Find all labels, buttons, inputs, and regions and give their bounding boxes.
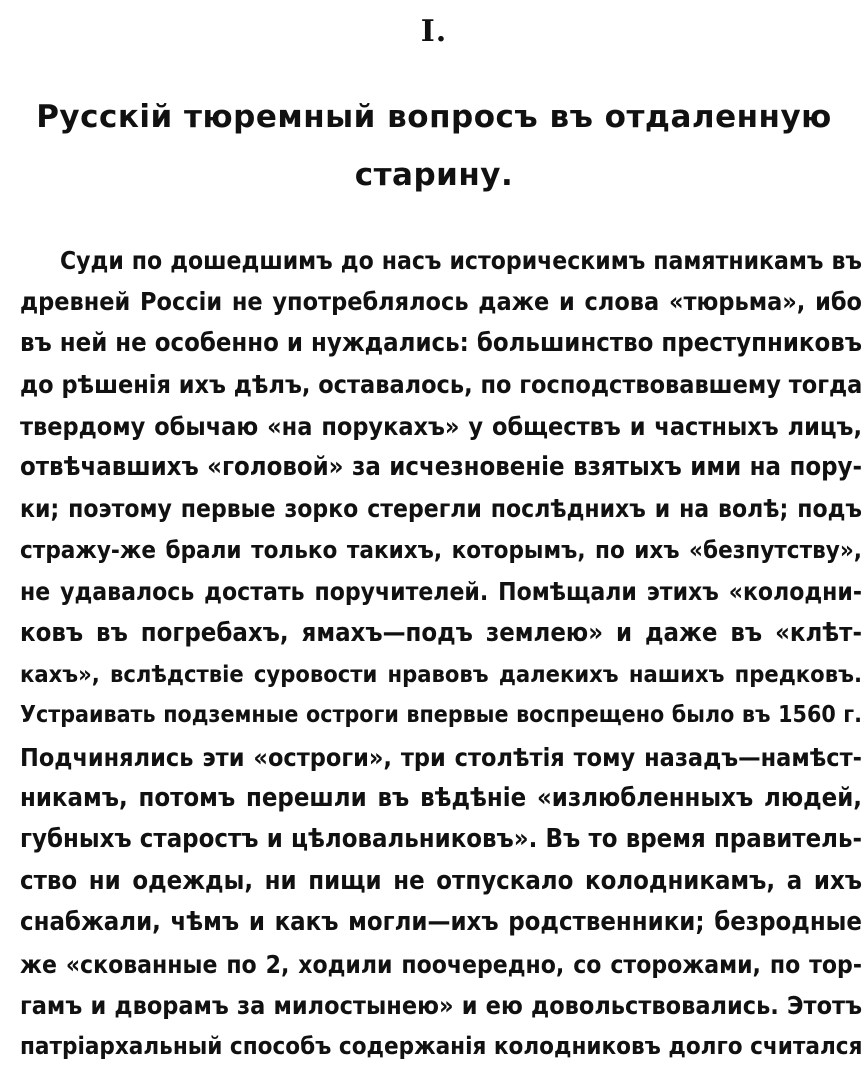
text-line: не удавалось достать поручителей. Помѣщали этихъ «колодни- <box>20 577 862 607</box>
text-line: кахъ», вслѣдствіе суровости нравовъ далекихъ нашихъ предковъ. <box>20 659 862 688</box>
text-line: древней Россіи не употреблялось даже и слова «тюрьма», ибо <box>20 287 862 317</box>
text-line: губныхъ старостъ и цѣловальниковъ». Въ то время правитель- <box>20 824 862 855</box>
chapter-title <box>20 88 848 204</box>
text-line: ковъ въ погребахъ, ямахъ—подъ землею» и даже въ «клѣт- <box>20 617 862 648</box>
text-line: ки; поэтому первые зорко стерегли послѣднихъ и на волѣ; подъ <box>20 494 862 524</box>
text-line: ство ни одежды, ни пищи не отпускало колодникамъ, а ихъ <box>20 865 862 896</box>
text-line: стражу-же брали только такихъ, которымъ, по ихъ «безпутству», <box>20 535 862 564</box>
text-line: Подчинялись эти «остроги», три столѣтія тому назадъ—намѣст- <box>20 742 862 772</box>
body-paragraph <box>20 240 862 1068</box>
text-line: Устраивать подземные остроги впервые воспрещено было въ 1560 г. <box>20 702 862 729</box>
chapter-title-line-2: старину. <box>354 157 514 193</box>
text-line: гамъ и дворамъ за милостынею» и ею довольствовались. Этотъ <box>20 991 862 1021</box>
text-line: до рѣшенія ихъ дѣлъ, оставалось, по господствовавшему тогда <box>20 370 863 400</box>
text-line: же «скованные по 2, ходили поочередно, со сторожами, по тор- <box>20 949 862 979</box>
text-line: Суди по дошедшимъ до насъ историческимъ памятникамъ въ <box>60 246 862 275</box>
text-line: твердому обычаю «на порукахъ» у обществъ и частныхъ лицъ, <box>20 411 862 441</box>
chapter-number: I. <box>420 14 448 49</box>
text-line: снабжали, чѣмъ и какъ могли—ихъ родственники; безродные <box>20 907 862 938</box>
text-line: патріархальный способъ содержанія колодниковъ долго считался <box>20 1032 863 1061</box>
chapter-title-line-1: Русскій тюремный вопросъ въ отдаленную <box>36 99 832 135</box>
text-line: въ ней не особенно и нуждались: большинство преступниковъ <box>20 327 862 358</box>
text-line: отвѣчавшихъ «головой» за исчезновеніе взятыхъ ими на пору- <box>20 451 862 482</box>
text-line: никамъ, потомъ перешли въ вѣдѣніе «излюбленныхъ людей, <box>20 783 862 814</box>
